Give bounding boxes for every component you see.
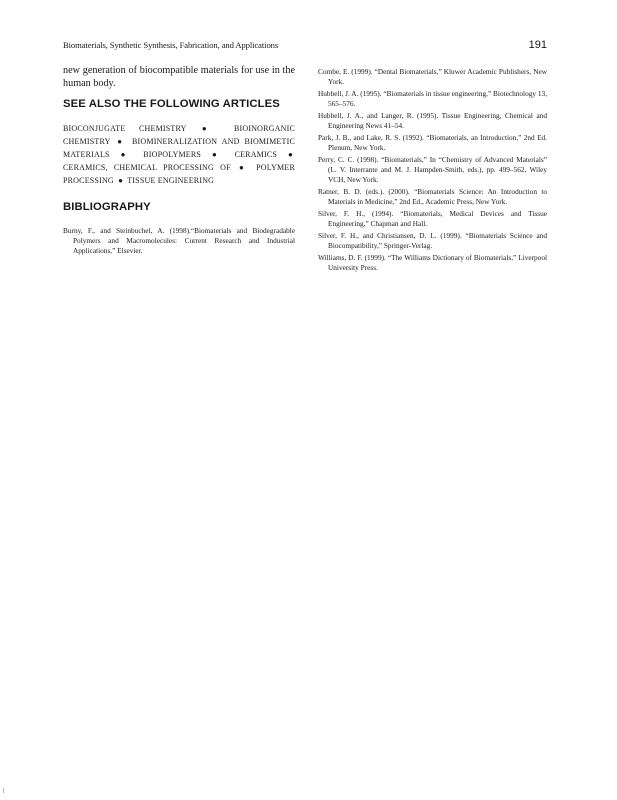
- bullet-separator: ●: [201, 124, 219, 133]
- reference-entry: Perry, C. C. (1998). “Biomaterials,” In “Chemistry of Advanced Materials” (L. V. Interrante and M. J. Hampden-Smith, eds.), pp. 499–562, Wiley VCH, New York.: [318, 155, 547, 184]
- see-also-item[interactable]: POLYMER PROCESSING: [63, 163, 295, 185]
- reference-entry: Williams, D. F. (1999). “The Williams Dictionary of Biomaterials,” Liverpool University Press.: [318, 253, 547, 272]
- reference-entry: Burny, F., and Steinbuchel, A. (1998).“Biomaterials and Biodegradable Polymers and Macromolecules: Current Research and Industrial Applications,” Elsevier.: [63, 226, 295, 255]
- bullet-separator: ●: [117, 137, 126, 146]
- see-also-item[interactable]: BIOINORGANIC CHEMISTRY: [63, 124, 296, 146]
- bullet-separator: ●: [118, 176, 124, 185]
- bibliography-heading: BIBLIOGRAPHY: [63, 201, 151, 213]
- reference-entry: Combe, E. (1999). “Dental Biomaterials,” Kluwer Academic Publishers, New York.: [318, 67, 547, 86]
- intro-paragraph: new generation of biocompatible materials for use in the human body.: [63, 65, 295, 89]
- reference-entry: Ratner, B. D. (eds.). (2000). “Biomaterials Science: An Introduction to Materials in Medicine,” 2nd Ed., Academic Press, New York.: [318, 187, 547, 206]
- bullet-separator: ●: [287, 150, 293, 159]
- reference-entry: Silver, F. H., (1994). “Biomaterials, Medical Devices and Tissue Engineering,” Chapman and Hall.: [318, 209, 547, 228]
- reference-entry: Hubbell, J. A. (1995). “Biomaterials in tissue engineering,” Biotechnology 13, 565–576.: [318, 89, 547, 108]
- running-header: [63, 39, 547, 53]
- left-column: [63, 64, 295, 258]
- bibliography-list-right: [318, 67, 547, 273]
- reference-entry: Silver, F. H., and Christiansen, D. L. (1999). “Biomaterials Science and Biocompatibility,” Springer-Verlag.: [318, 231, 547, 250]
- running-title: Biomaterials, Synthetic Synthesis, Fabrication, and Applications: [63, 40, 279, 50]
- bibliography-list-left: [63, 226, 295, 256]
- right-column: [318, 67, 547, 275]
- see-also-item[interactable]: TISSUE ENGINEERING: [127, 176, 215, 185]
- see-also-heading: SEE ALSO THE FOLLOWING ARTICLES: [63, 98, 280, 110]
- see-also-item[interactable]: CERAMICS, CHEMICAL PROCESSING OF: [63, 163, 231, 172]
- reference-entry: Park, J. B., and Lake, R. S. (1992). “Biomaterials, an Introduction,” 2nd Ed. Plenum, New York.: [318, 133, 547, 152]
- see-also-list: [63, 122, 295, 187]
- see-also-item[interactable]: BIOPOLYMERS: [143, 150, 202, 159]
- bullet-separator: ●: [211, 150, 224, 159]
- see-also-item[interactable]: BIOMINERALIZATION AND BIOMIMETIC MATERIALS: [63, 137, 295, 159]
- see-also-item[interactable]: CERAMICS: [234, 150, 278, 159]
- bullet-separator: ●: [120, 150, 133, 159]
- page-number: 191: [528, 39, 547, 51]
- see-also-item[interactable]: BIOCONJUGATE CHEMISTRY: [63, 124, 187, 133]
- bullet-separator: ●: [238, 163, 248, 172]
- reference-entry: Hubbell, J. A., and Langer, R. (1995). Tissue Engineering, Chemical and Engineering News 41–54.: [318, 111, 547, 130]
- page-edge-mark: [3, 788, 4, 793]
